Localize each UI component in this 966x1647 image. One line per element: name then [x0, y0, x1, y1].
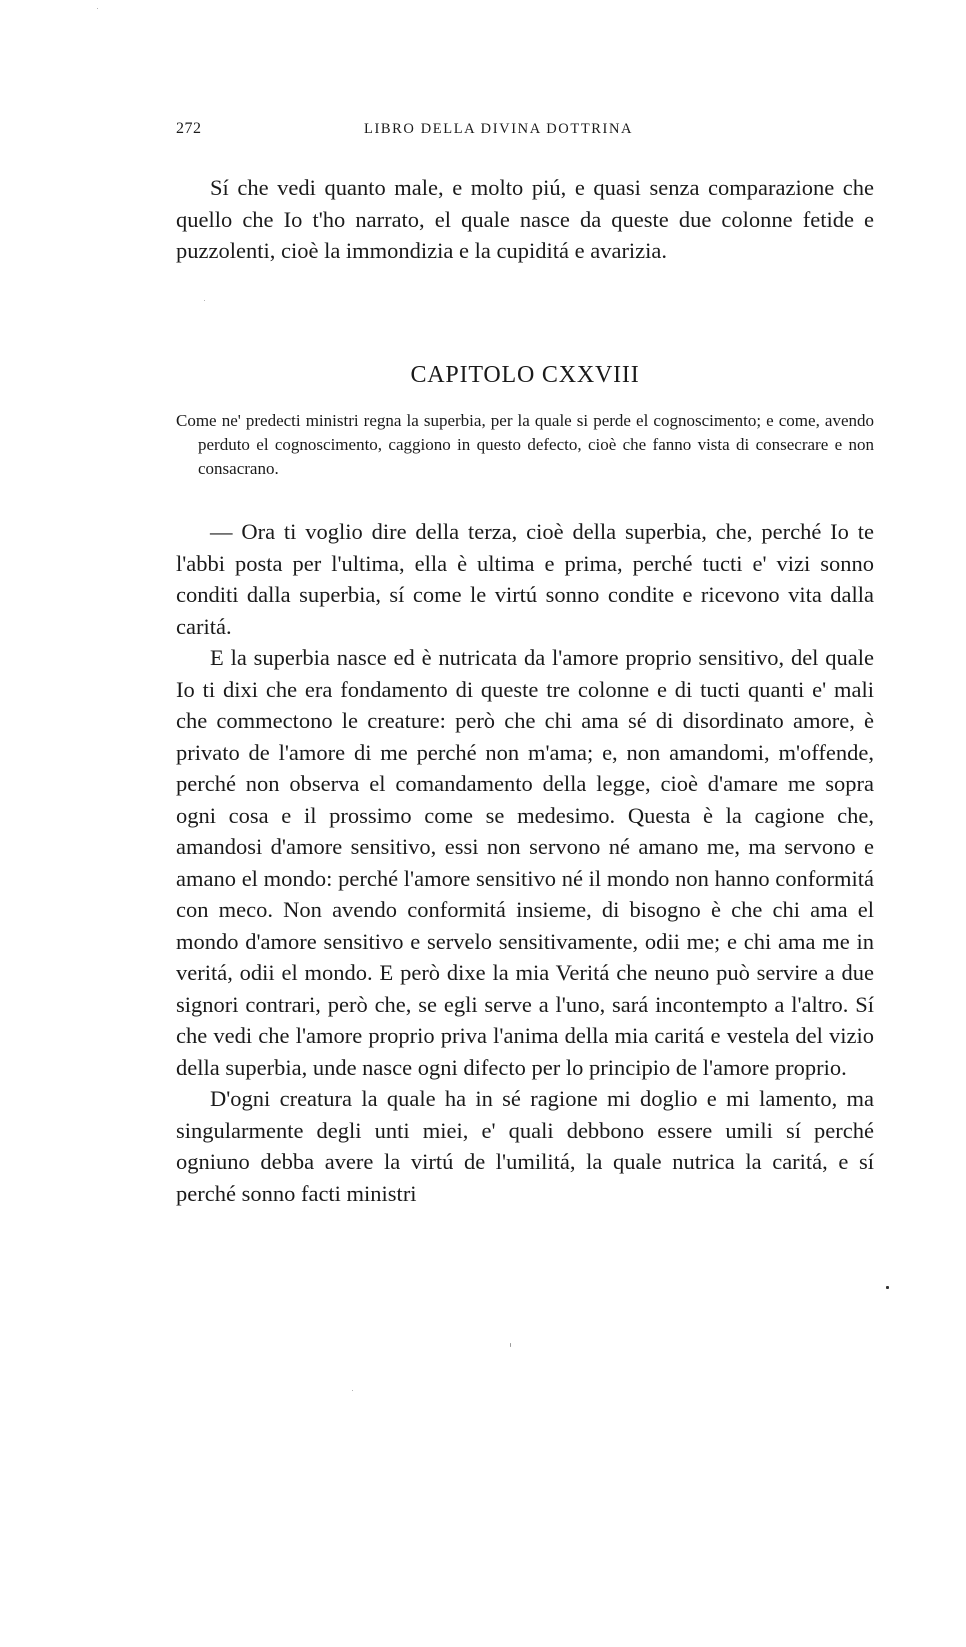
chapter-heading: CAPITOLO CXXVIII — [410, 362, 640, 388]
running-title: LIBRO DELLA DIVINA DOTTRINA — [364, 121, 634, 137]
chapter-summary: Come ne' predecti ministri regna la superbia, per la quale si perde el cognoscimento; e come, avendo perduto el cognoscimento, caggiono in questo defecto, cioè che fanno vista di consecrare e non consacrano. — [176, 411, 874, 478]
body-paragraph: D'ogni creatura la quale ha in sé ragione mi doglio e mi lamento, ma singularmente degli unti miei, e' quali debbono essere umili sí perché ogniuno debba avere la virtú de l'umilitá, la quale nutrica la caritá, e sí perché sonno facti ministri — [176, 1086, 874, 1206]
opening-paragraph: Sí che vedi quanto male, e molto piú, e quasi senza comparazione che quello che Io t'ho narrato, el quale nasce da queste due colonne fetide e puzzolenti, cioè la immondizia e la cupiditá e avarizia. — [176, 175, 874, 263]
scan-speck — [886, 1286, 889, 1289]
scan-speck — [97, 8, 98, 9]
opening-text-block — [176, 172, 874, 267]
scan-speck — [510, 1343, 511, 1347]
scan-speck — [352, 1390, 353, 1391]
running-head — [176, 120, 874, 144]
scan-speck — [204, 300, 205, 301]
page-number: 272 — [176, 120, 202, 137]
chapter-body — [176, 516, 874, 1209]
body-paragraph: — Ora ti voglio dire della terza, cioè della superbia, che, perché Io te l'abbi posta per l'ultima, ella è ultima e prima, perché tucti e' vizi sonno conditi dalla superbia, sí come le virtú sonno condite e ricevono vita dalla caritá. — [176, 519, 874, 639]
body-paragraph: E la superbia nasce ed è nutricata da l'amore proprio sensitivo, del quale Io ti dixi che era fondamento di queste tre colonne e di tucti quanti e' mali che commectono le creature: però che chi ama sé di disordinato amore, è privato de l'amore di me perché non m'ama; e, non amandomi, m'offende, perché non observa el comandamento della legge, cioè d'amare me sopra ogni cosa e il prossimo come se medesimo. Questa è la cagione che, amandosi d'amore sensitivo, essi non servono né amano me, ma servono e amano el mondo: perché l'amore sensitivo né il mondo non hanno conformitá con meco. Non avendo conformitá insieme, di bisogno è che chi ama el mondo d'amore sensitivo e servelo sensitivamente, odii me; e chi ama me in veritá, odii el mondo. E però dixe la mia Veritá che neuno può servire a due signori contrari, però che, se egli serve a l'uno, sará incontempto a l'altro. Sí che vedi che l'amore proprio priva l'anima della mia caritá e vestela del vizio della superbia, unde nasce ogni difecto per lo principio de l'amore proprio. — [176, 645, 874, 1080]
